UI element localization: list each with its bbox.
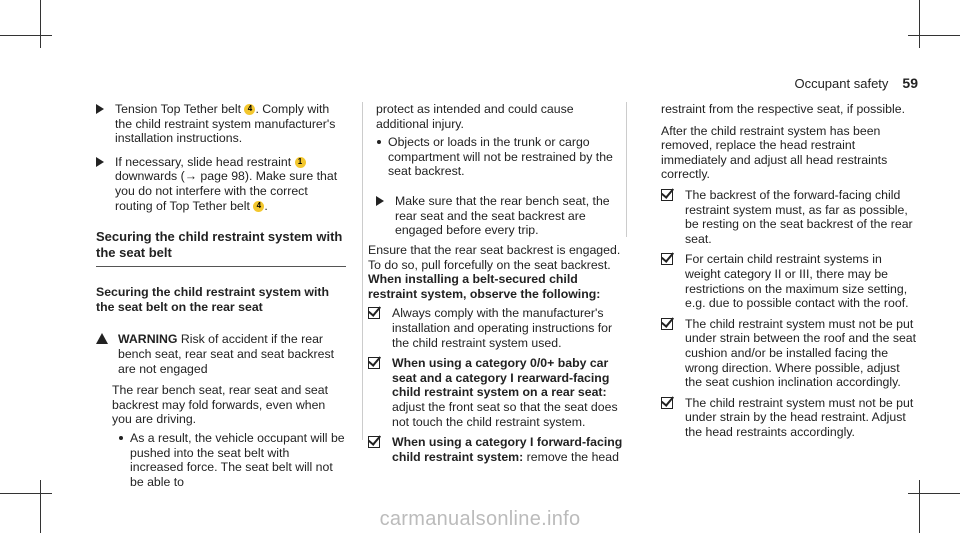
warning-body: The rear bench seat, rear seat and seat backrest may fold forwards, even when you are driving. — [112, 383, 329, 427]
checklist-item: Always comply with the manufacturer's installation and operating instructions for the child restraint system used. — [368, 306, 626, 350]
page-number: 59 — [902, 75, 918, 91]
continued-text: restraint from the respective seat, if possible. — [661, 102, 905, 116]
checklist-item: The child restraint system must not be put under strain by the head restraint. Adjust the head restraints accordingly. — [661, 396, 919, 440]
column-3 — [661, 102, 919, 439]
crop-mark — [908, 493, 960, 494]
crop-mark — [919, 0, 920, 48]
crop-mark — [0, 493, 52, 494]
step-slide-head-restraint: If necessary, slide head restraint 1 downwards (→ page 98). Make sure that you do not interfere with the correct routing of Top Tether belt 4 . — [96, 155, 346, 213]
checkbox-icon — [368, 307, 380, 319]
warning-box: WARNING Risk of accident if the rear bench seat, rear seat and seat backrest are not engaged The rear bench seat, rear seat and seat backrest may fold forwards, even when you are driving. As a result, the vehicle occupant will be pushed into the seat belt with increased force. The seat belt will not be able to — [96, 332, 346, 489]
callout-badge: 4 — [253, 201, 264, 212]
page-header — [794, 75, 918, 91]
crop-mark — [40, 0, 41, 48]
checklist-item: For certain child restraint systems in weight category II or III, there may be restrictions on the maximum size setting, e.g. due to possible contact with the roof. — [661, 252, 919, 310]
checklist-item: The child restraint system must not be put under strain between the roof and the seat cushion and/or be installed facing the wrong direction. Where possible, adjust the seat cushion inclination accordingly. — [661, 317, 919, 390]
column-1 — [96, 102, 346, 489]
instruction-paragraph: After the child restraint system has been removed, replace the head restraint immediately and adjust all head restraints correctly. — [661, 123, 888, 182]
arrow-icon — [96, 104, 104, 114]
checkbox-icon — [661, 253, 673, 265]
subsection-heading: Securing the child restraint system with the seat belt on the rear seat — [96, 285, 330, 314]
checklist-item: When using a category 0/0+ baby car seat and a category I rearward-facing child restraint system on a rear seat: adjust the front seat so that the seat does not touch the child restraint system. — [368, 356, 626, 429]
section-title: Occupant safety — [794, 76, 889, 91]
warning-bullet: As a result, the vehicle occupant will be pushed into the seat belt with increased force. The seat belt will not be able to — [118, 431, 346, 489]
column-divider — [626, 102, 627, 237]
arrow-icon — [96, 157, 104, 167]
instruction-paragraph: Ensure that the rear seat backrest is engaged. To do so, pull forcefully on the seat backrest. — [368, 243, 621, 272]
warning-continued: protect as intended and could cause additional injury. — [376, 102, 574, 131]
callout-badge: 4 — [244, 104, 255, 115]
checkbox-icon — [661, 189, 673, 201]
warning-icon — [96, 333, 108, 344]
checkbox-icon — [661, 397, 673, 409]
column-2-body — [368, 243, 626, 464]
bold-heading: When installing a belt-secured child restraint system, observe the following: — [368, 272, 601, 301]
warning-bullet: Objects or loads in the trunk or cargo compartment will not be restrained by the seat backrest. — [376, 135, 624, 179]
callout-badge: 1 — [295, 157, 306, 168]
checkbox-icon — [661, 318, 673, 330]
crop-mark — [908, 35, 960, 36]
section-heading: Securing the child restraint system with the seat belt — [96, 229, 346, 267]
column-divider — [362, 102, 363, 440]
checklist-item: The backrest of the forward-facing child restraint system must, as far as possible, be resting on the seat backrest of the rear seat. — [661, 188, 919, 246]
step-check-engaged: Make sure that the rear bench seat, the rear seat and the seat backrest are engaged before every trip. — [376, 194, 624, 238]
checklist-item: When using a category I forward-facing child restraint system: remove the head — [368, 435, 626, 464]
crop-mark — [0, 35, 52, 36]
watermark: carmanualsonline.info — [379, 508, 581, 530]
step-tension-tether: Tension Top Tether belt 4 . Comply with the child restraint system manufacturer's installation instructions. — [96, 102, 346, 146]
checkbox-icon — [368, 436, 380, 448]
checkbox-icon — [368, 357, 380, 369]
arrow-icon — [376, 196, 384, 206]
column-2 — [368, 102, 624, 238]
warning-label: WARNING — [118, 332, 178, 347]
